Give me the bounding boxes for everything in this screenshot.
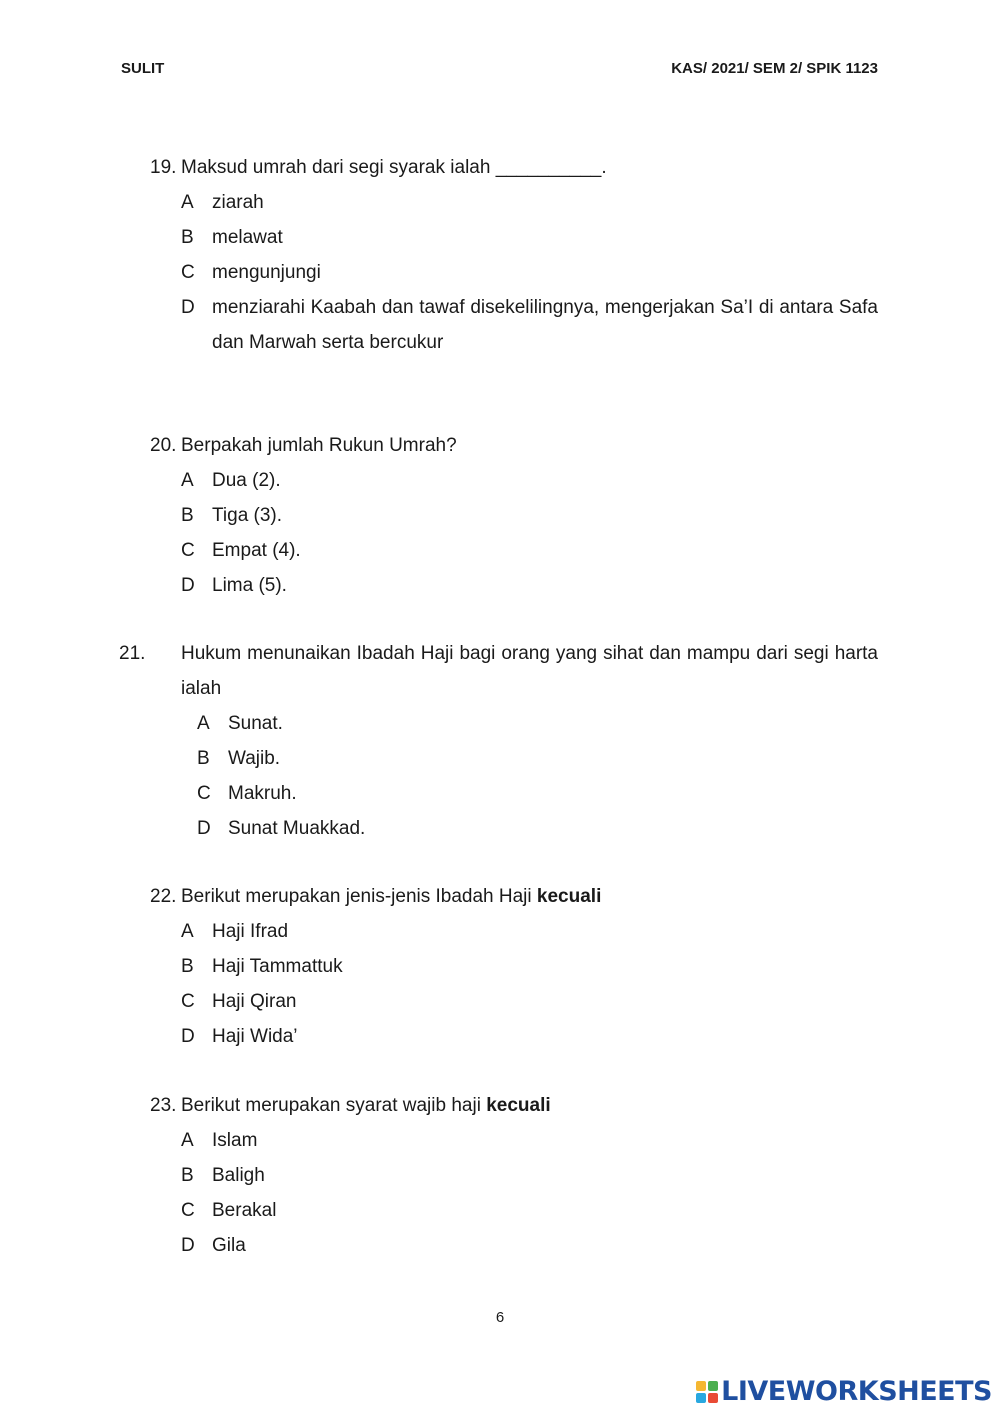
- option-letter: D: [181, 1026, 195, 1047]
- option-letter: C: [181, 1200, 195, 1221]
- option-letter: B: [181, 505, 194, 526]
- option-text: Sunat.: [228, 713, 283, 734]
- option-text: Haji Ifrad: [212, 921, 289, 942]
- option-c[interactable]: [197, 776, 878, 811]
- option-letter: A: [181, 1130, 194, 1151]
- option-d[interactable]: [181, 1019, 878, 1054]
- question-number: 19.: [150, 157, 177, 178]
- question-stem: Berikut merupakan syarat wajib haji: [181, 1095, 481, 1116]
- question-keyword: kecuali: [536, 886, 602, 907]
- option-text: melawat: [212, 227, 283, 248]
- option-text: Haji Wida’: [212, 1026, 298, 1047]
- question-19: [150, 150, 878, 360]
- header-right: KAS/ 2021/ SEM 2/ SPIK 1123: [671, 60, 878, 77]
- option-text: Islam: [212, 1130, 258, 1151]
- option-b[interactable]: [181, 949, 878, 984]
- question-23: [150, 1088, 878, 1263]
- brand-text: LIVEWORKSHEETS: [721, 1376, 992, 1407]
- logo-square-2: [708, 1381, 718, 1391]
- option-letter: A: [181, 192, 194, 213]
- page-number: 6: [495, 1309, 505, 1326]
- option-letter: A: [181, 921, 194, 942]
- option-b[interactable]: [181, 498, 878, 533]
- option-letter: D: [181, 1235, 195, 1256]
- logo-square-3: [696, 1393, 706, 1403]
- question-number: 21.: [119, 643, 146, 664]
- option-letter: C: [181, 262, 195, 283]
- option-a[interactable]: [181, 463, 878, 498]
- question-number: 20.: [150, 435, 177, 456]
- question-stem-block: [181, 879, 878, 914]
- logo-square-4: [708, 1393, 718, 1403]
- option-letter: D: [181, 575, 195, 596]
- option-text: Gila: [212, 1235, 246, 1256]
- option-text: Empat (4).: [212, 540, 301, 561]
- header-left: SULIT: [121, 60, 165, 77]
- option-c[interactable]: [181, 984, 878, 1019]
- question-stem-block: [181, 1088, 878, 1123]
- option-a[interactable]: [181, 914, 878, 949]
- option-a[interactable]: [197, 706, 878, 741]
- option-text: Berakal: [212, 1200, 277, 1221]
- option-letter: A: [181, 470, 194, 491]
- liveworksheets-logo-icon: [696, 1381, 718, 1403]
- question-stem: Berikut merupakan jenis-jenis Ibadah Haji: [181, 886, 532, 907]
- question-stem: Maksud umrah dari segi syarak ialah __________.: [181, 157, 607, 178]
- option-text: Makruh.: [228, 783, 297, 804]
- option-letter: B: [197, 748, 210, 769]
- option-d[interactable]: [181, 1228, 878, 1263]
- option-letter: B: [181, 1165, 194, 1186]
- option-letter: B: [181, 956, 194, 977]
- option-text: Dua (2).: [212, 470, 281, 491]
- option-letter: A: [197, 713, 210, 734]
- question-keyword: kecuali: [486, 1095, 551, 1116]
- option-letter: C: [181, 991, 195, 1012]
- option-text: Haji Tammattuk: [212, 956, 343, 977]
- option-text: Haji Qiran: [212, 991, 297, 1012]
- option-d[interactable]: [181, 290, 878, 360]
- option-c[interactable]: [181, 1193, 878, 1228]
- option-letter: D: [197, 818, 211, 839]
- option-text: Wajib.: [228, 748, 281, 769]
- option-text: Lima (5).: [212, 575, 287, 596]
- option-letter: D: [181, 297, 195, 318]
- option-d[interactable]: [181, 568, 878, 603]
- option-b[interactable]: [197, 741, 878, 776]
- option-text: Tiga (3).: [212, 505, 283, 526]
- option-b[interactable]: [181, 220, 878, 255]
- option-a[interactable]: [181, 1123, 878, 1158]
- option-text: Sunat Muakkad.: [228, 818, 366, 839]
- option-text: Baligh: [212, 1165, 265, 1186]
- option-d[interactable]: [197, 811, 878, 846]
- option-text: ziarah: [212, 192, 264, 213]
- question-number: 22.: [150, 886, 177, 907]
- question-stem-block: [119, 636, 878, 706]
- liveworksheets-brand[interactable]: [696, 1376, 992, 1407]
- question-number: 23.: [150, 1095, 177, 1116]
- question-stem: Berpakah jumlah Rukun Umrah?: [181, 435, 457, 456]
- question-22: [150, 879, 878, 1054]
- question-stem: Hukum menunaikan Ibadah Haji bagi orang yang sihat dan mampu dari segi harta ialah: [181, 643, 878, 699]
- question-20: [150, 428, 878, 603]
- question-21: [119, 636, 878, 846]
- option-a[interactable]: [181, 185, 878, 220]
- logo-square-1: [696, 1381, 706, 1391]
- option-c[interactable]: [181, 255, 878, 290]
- option-text: menziarahi Kaabah dan tawaf disekelilingnya, mengerjakan Sa’I di antara Safa dan Marwah serta bercukur: [212, 297, 878, 353]
- option-c[interactable]: [181, 533, 878, 568]
- option-letter: B: [181, 227, 194, 248]
- option-letter: C: [197, 783, 211, 804]
- option-text: mengunjungi: [212, 262, 321, 283]
- option-letter: C: [181, 540, 195, 561]
- option-b[interactable]: [181, 1158, 878, 1193]
